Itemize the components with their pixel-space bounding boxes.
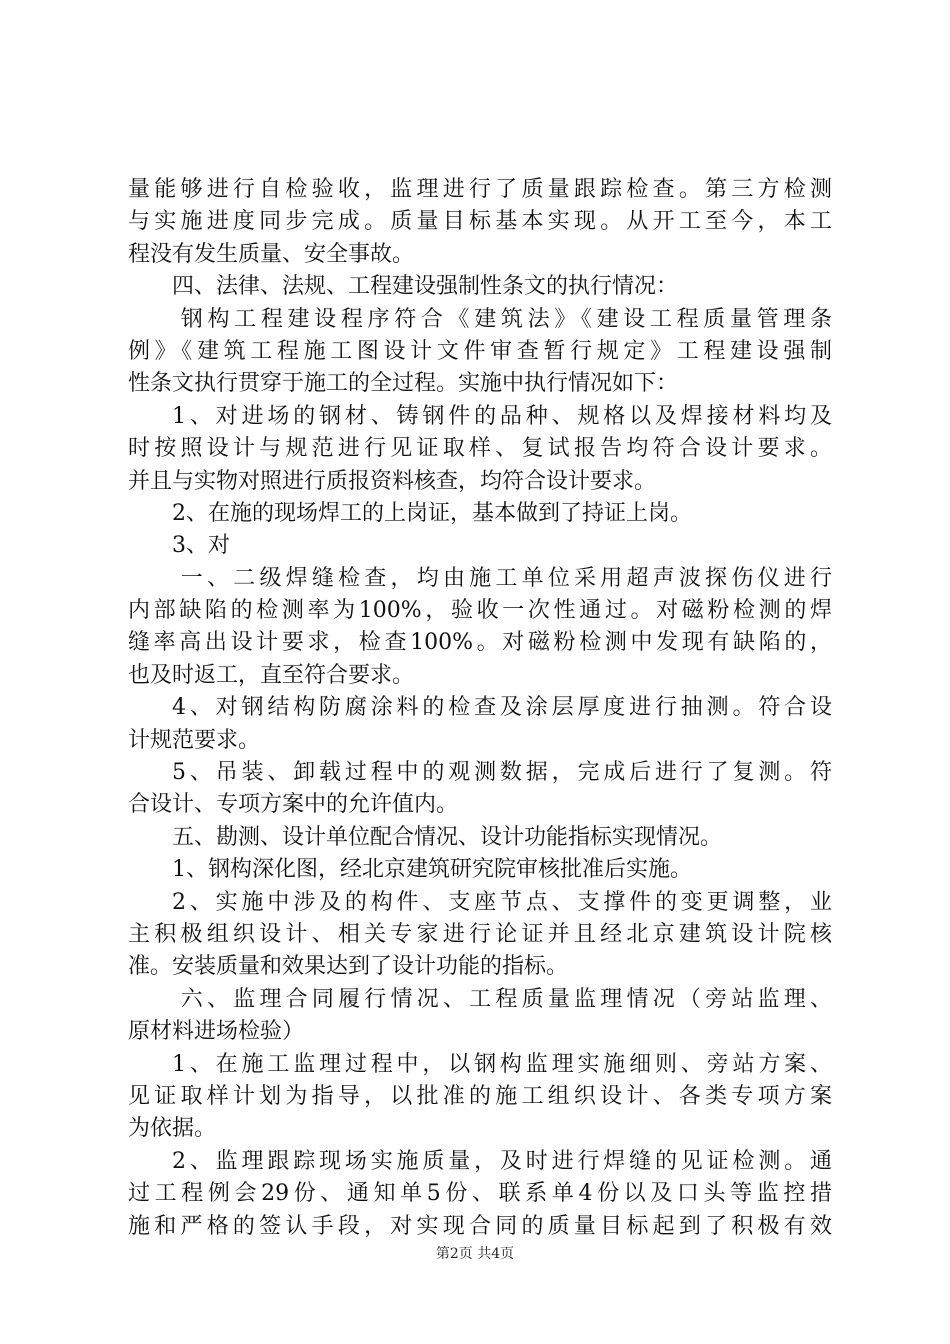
text-line: 程没有发生质量、安全事故。 [128, 241, 415, 267]
text-line: 性条文执行贯穿于施工的全过程。实施中执行情况如下： [128, 371, 679, 397]
text-line: 例》《建筑工程施工图设计文件审查暂行规定》工程建设强制 [128, 338, 832, 364]
text-line: 2、实施中涉及的构件、支座节点、支撑件的变更调整，业 [172, 889, 832, 915]
text-line: 并且与实物对照进行质报资料核查，均符合设计要求。 [128, 468, 657, 494]
text-line: 5、吊装、卸载过程中的观测数据，完成后进行了复测。符 [172, 760, 832, 786]
text-line: 一、二级焊缝检查，均由施工单位采用超声波探伤仪进行 [180, 565, 832, 591]
text-line: 2、在施的现场焊工的上岗证，基本做到了持证上岗。 [172, 500, 692, 526]
text-line: 1、对进场的钢材、铸钢件的品种、规格以及焊接材料均及 [172, 403, 832, 429]
text-line: 六、监理合同履行情况、工程质量监理情况（旁站监理、 [180, 986, 832, 1012]
text-line: 与实施进度同步完成。质量目标基本实现。从开工至今，本工 [128, 209, 832, 235]
text-line: 合设计、专项方案中的允许值内。 [128, 792, 459, 818]
text-line: 计规范要求。 [128, 727, 261, 753]
text-line: 时按照设计与规范进行见证取样、复试报告均符合设计要求。 [128, 436, 832, 462]
text-line: 3、对 [172, 533, 230, 559]
text-line: 主积极组织设计、相关专家进行论证并且经北京建筑设计院核 [128, 921, 832, 947]
page-footer: 第2页 共4页 [435, 1246, 515, 1262]
text-line: 量能够进行自检验收，监理进行了质量跟踪检查。第三方检测 [128, 177, 832, 202]
text-line: 缝率高出设计要求，检查100%。对磁粉检测中发现有缺陷的， [128, 630, 832, 656]
text-line: 1、钢构深化图，经北京建筑研究院审核批准后实施。 [172, 857, 692, 883]
text-line: 4、对钢结构防腐涂料的检查及涂层厚度进行抽测。符合设 [172, 695, 832, 721]
text-line: 为依据。 [128, 1116, 217, 1142]
text-line: 也及时返工，直至符合要求。 [128, 662, 415, 688]
text-line: 内部缺陷的检测率为100%，验收一次性通过。对磁粉检测的焊 [128, 598, 832, 624]
text-line: 见证取样计划为指导，以批准的施工组织设计、各类专项方案 [128, 1083, 832, 1109]
text-line: 1、在施工监理过程中，以钢构监理实施细则、旁站方案、 [172, 1051, 832, 1077]
text-line: 施和严格的签认手段，对实现合同的质量目标起到了积极有效 [128, 1213, 832, 1239]
text-line: 过工程例会29份、通知单5份、联系单4份以及口头等监控措 [128, 1181, 832, 1207]
text-line: 五、勘测、设计单位配合情况、设计功能指标实现情况。 [172, 824, 723, 850]
text-line: 钢构工程建设程序符合《建筑法》《建设工程质量管理条 [180, 306, 832, 332]
document-body [128, 174, 832, 1243]
text-line: 原材料进场检验） [128, 1019, 305, 1045]
text-line: 四、法律、法规、工程建设强制性条文的执行情况： [172, 274, 679, 300]
text-line: 2、监理跟踪现场实施质量，及时进行焊缝的见证检测。通 [172, 1148, 832, 1174]
text-line: 准。安装质量和效果达到了设计功能的指标。 [128, 954, 569, 980]
